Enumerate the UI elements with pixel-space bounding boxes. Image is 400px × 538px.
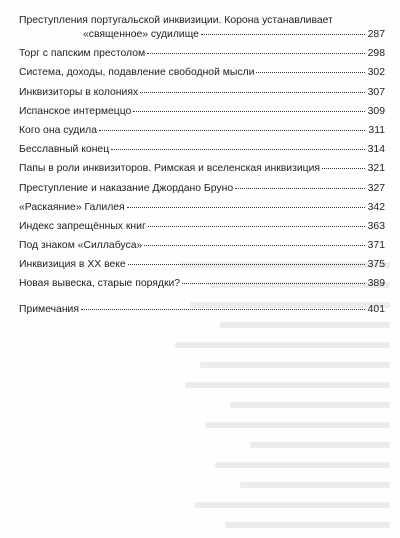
toc-entry[interactable] xyxy=(19,124,385,138)
toc-entry[interactable] xyxy=(19,258,385,272)
dot-leader xyxy=(148,226,365,227)
toc-page-number: 298 xyxy=(367,48,385,60)
toc-page-number: 321 xyxy=(367,163,385,175)
toc-page-number: 371 xyxy=(367,240,385,252)
toc-entry[interactable] xyxy=(19,182,385,196)
dot-leader xyxy=(235,188,365,189)
toc-entry-title: Кого она судила xyxy=(19,124,97,136)
toc-entry-title: Индекс запрещённых книг xyxy=(19,220,146,232)
dot-leader xyxy=(127,207,365,208)
toc-entry-title: Система, доходы, подавление свободной мысли xyxy=(19,67,255,79)
toc-entry-title: Примечания xyxy=(19,304,79,316)
toc-entry[interactable] xyxy=(19,239,385,253)
toc-entry-title: Преступление и наказание Джордано Бруно xyxy=(19,182,234,194)
toc-page-number: 375 xyxy=(367,259,385,271)
toc-entry[interactable] xyxy=(19,66,385,80)
toc-entry-title: Инквизиция в XX веке xyxy=(19,259,126,271)
dot-leader xyxy=(144,245,365,246)
toc-entry-title-line1: Преступления португальской инквизиции. Корона устанавливает xyxy=(19,15,333,26)
dot-leader xyxy=(201,34,365,35)
toc-entry[interactable] xyxy=(19,143,385,157)
toc-entry-title: Бесславный конец xyxy=(19,144,110,156)
toc-entry-title: Папы в роли инквизиторов. Римская и вселенская инквизиция xyxy=(19,163,321,175)
toc-page-number: 311 xyxy=(368,124,385,136)
toc-page-number: 309 xyxy=(367,105,385,117)
toc-page-number: 287 xyxy=(367,29,385,40)
dot-leader xyxy=(99,130,365,131)
dot-leader xyxy=(182,283,365,284)
toc-page-number: 314 xyxy=(367,144,385,156)
toc-entry[interactable] xyxy=(19,162,385,176)
toc-entry-title: Торг с папским престолом xyxy=(19,48,146,60)
toc-page-number: 307 xyxy=(367,86,385,98)
dot-leader xyxy=(111,149,365,150)
toc-entry[interactable] xyxy=(19,277,385,291)
dot-leader xyxy=(140,92,365,93)
table-of-contents xyxy=(19,14,385,323)
toc-entry[interactable] xyxy=(19,86,385,100)
toc-page-number: 342 xyxy=(367,201,385,213)
toc-entry-title: Инквизиторы в колониях xyxy=(19,86,139,98)
dot-leader xyxy=(256,72,365,73)
toc-entry-notes[interactable] xyxy=(19,303,385,317)
toc-entry-title: «священное» судилище xyxy=(83,29,199,40)
toc-entry-title: «Раскаяние» Галилея xyxy=(19,201,125,213)
toc-entry-title: Испанское интермеццо xyxy=(19,105,132,117)
toc-entry[interactable] xyxy=(19,47,385,61)
dot-leader xyxy=(128,264,365,265)
toc-entry[interactable] xyxy=(19,201,385,215)
toc-entry-title: Новая вывеска, старые порядки? xyxy=(19,278,181,290)
dot-leader xyxy=(147,53,365,54)
dot-leader xyxy=(133,111,365,112)
toc-page-number: 302 xyxy=(367,67,385,79)
dot-leader xyxy=(322,168,365,169)
toc-page-number: 389 xyxy=(367,278,385,290)
toc-page-number: 363 xyxy=(367,220,385,232)
toc-page-number: 327 xyxy=(367,182,385,194)
toc-entry[interactable] xyxy=(19,220,385,234)
toc-page-number: 401 xyxy=(367,304,385,316)
dot-leader xyxy=(81,309,365,310)
toc-entry[interactable] xyxy=(19,105,385,119)
toc-entry-title: Под знаком «Силлабуса» xyxy=(19,240,143,252)
toc-entry[interactable] xyxy=(19,14,385,42)
